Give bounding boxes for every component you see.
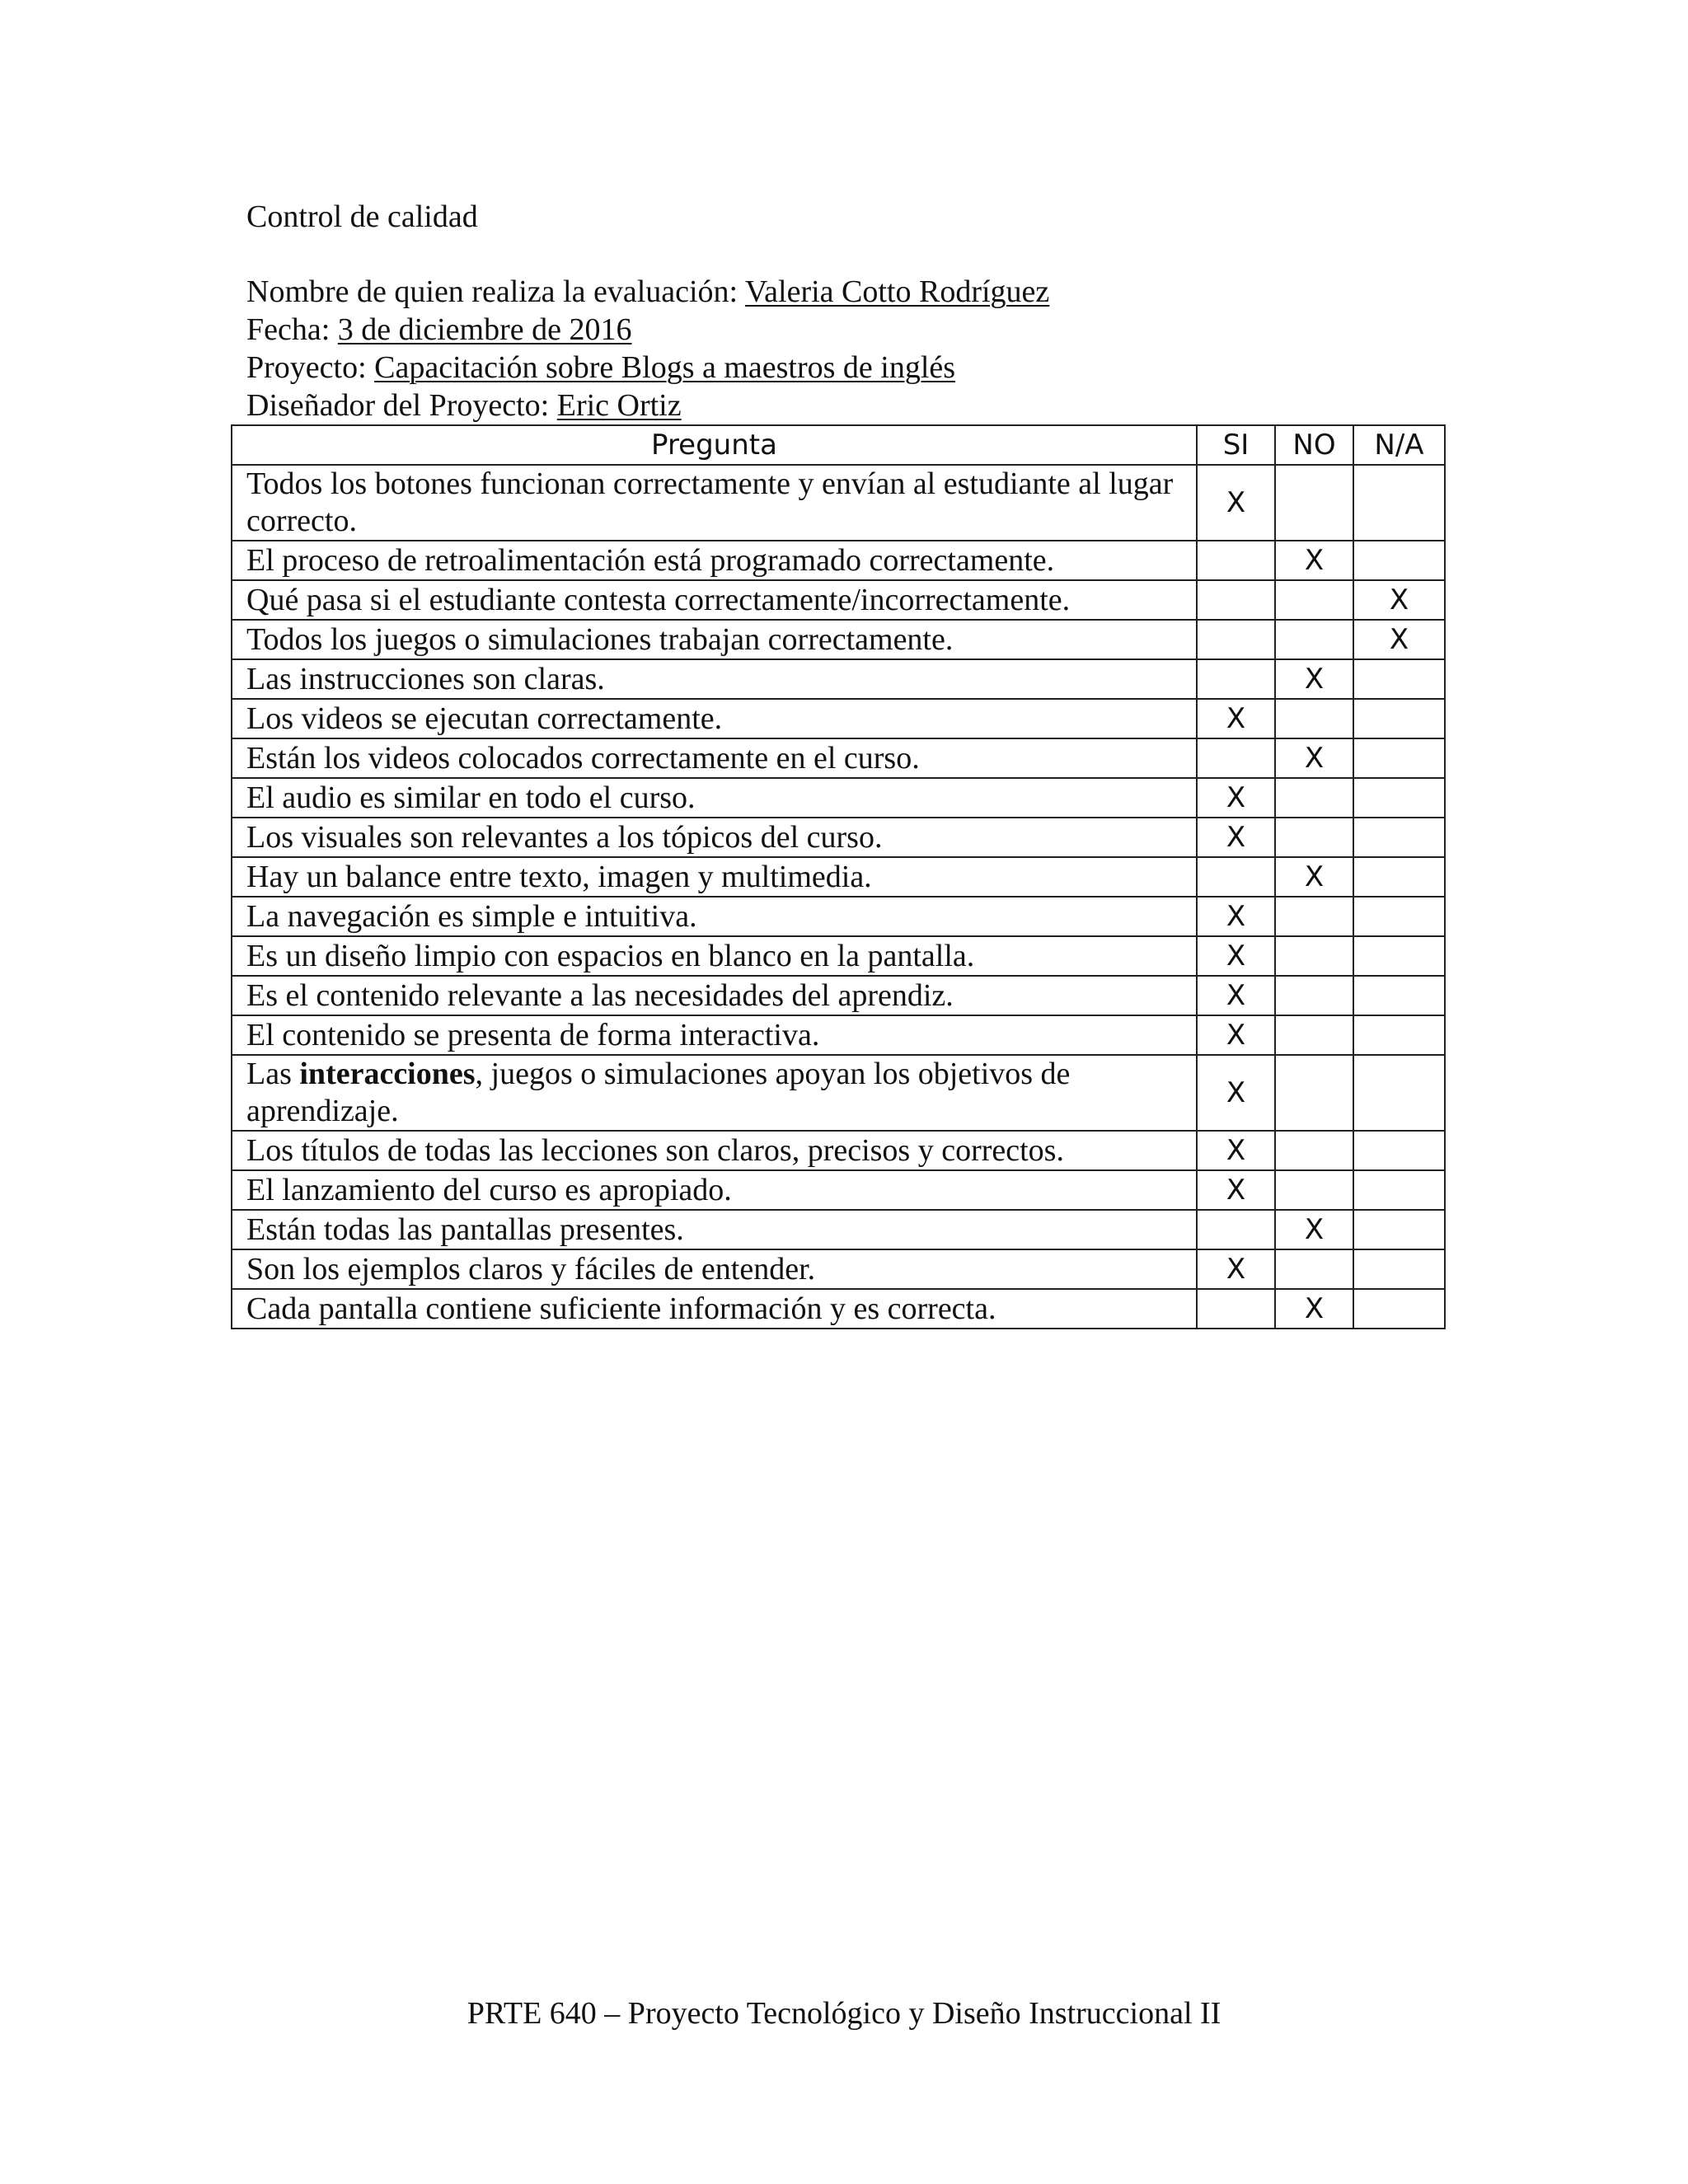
question-cell: Es un diseño limpio con espacios en blanco en la pantalla. [232, 936, 1197, 976]
question-cell [232, 1055, 1197, 1131]
no-cell [1275, 1249, 1353, 1289]
si-cell [1197, 857, 1275, 897]
designer-name: Eric Ortiz [556, 388, 682, 423]
table-row [232, 1015, 1445, 1055]
question-text-end: , juegos o simulaciones apoyan los objetivos de aprendizaje. [246, 1057, 1071, 1128]
question-cell: Los visuales son relevantes a los tópicos del curso. [232, 818, 1197, 857]
table-row [232, 699, 1445, 738]
table-row [232, 659, 1445, 699]
question-text-bold: interacciones [299, 1057, 476, 1091]
header-question: Pregunta [232, 425, 1197, 465]
no-cell [1275, 1015, 1353, 1055]
table-row [232, 738, 1445, 778]
evaluator-name: Valeria Cotto Rodríguez [744, 274, 1050, 309]
header-no: NO [1275, 425, 1353, 465]
no-cell [1275, 1131, 1353, 1170]
si-cell: X [1197, 465, 1275, 541]
no-cell [1275, 897, 1353, 936]
na-cell [1353, 976, 1445, 1015]
na-cell [1353, 541, 1445, 580]
no-cell: X [1275, 1210, 1353, 1249]
table-row [232, 1131, 1445, 1170]
no-cell [1275, 620, 1353, 659]
table-header-row [232, 425, 1445, 465]
na-cell [1353, 465, 1445, 541]
question-cell: Están los videos colocados correctamente en el curso. [232, 738, 1197, 778]
no-cell [1275, 818, 1353, 857]
na-cell [1353, 1249, 1445, 1289]
question-cell: La navegación es simple e intuitiva. [232, 897, 1197, 936]
date-line [246, 311, 1049, 349]
no-cell: X [1275, 1289, 1353, 1329]
si-cell: X [1197, 897, 1275, 936]
question-cell: Las instrucciones son claras. [232, 659, 1197, 699]
project-line [246, 349, 1049, 387]
no-cell [1275, 1055, 1353, 1131]
table-row [232, 541, 1445, 580]
no-cell [1275, 465, 1353, 541]
no-cell: X [1275, 541, 1353, 580]
table-row [232, 465, 1445, 541]
question-cell: El audio es similar en todo el curso. [232, 778, 1197, 818]
table-row [232, 976, 1445, 1015]
no-cell: X [1275, 738, 1353, 778]
si-cell [1197, 659, 1275, 699]
no-cell [1275, 976, 1353, 1015]
table-row [232, 580, 1445, 620]
question-cell: Es el contenido relevante a las necesidades del aprendiz. [232, 976, 1197, 1015]
si-cell: X [1197, 1249, 1275, 1289]
no-cell [1275, 778, 1353, 818]
si-cell [1197, 580, 1275, 620]
si-cell: X [1197, 778, 1275, 818]
page-footer: PRTE 640 – Proyecto Tecnológico y Diseño Instruccional II [467, 1996, 1221, 2031]
no-cell [1275, 699, 1353, 738]
table-row [232, 1055, 1445, 1131]
na-cell [1353, 1055, 1445, 1131]
header-si: SI [1197, 425, 1275, 465]
na-cell [1353, 936, 1445, 976]
na-cell [1353, 778, 1445, 818]
question-cell: Son los ejemplos claros y fáciles de entender. [232, 1249, 1197, 1289]
table-row [232, 778, 1445, 818]
na-cell [1353, 1210, 1445, 1249]
header-na: N/A [1353, 425, 1445, 465]
question-text-start: Las [246, 1057, 300, 1091]
table-row [232, 897, 1445, 936]
no-cell [1275, 936, 1353, 976]
question-cell: Qué pasa si el estudiante contesta correctamente/incorrectamente. [232, 580, 1197, 620]
si-cell [1197, 1210, 1275, 1249]
quality-checklist-table [231, 424, 1446, 1329]
na-cell [1353, 818, 1445, 857]
table-row [232, 936, 1445, 976]
si-cell: X [1197, 818, 1275, 857]
si-cell: X [1197, 1015, 1275, 1055]
question-cell: Todos los juegos o simulaciones trabajan correctamente. [232, 620, 1197, 659]
table-row [232, 857, 1445, 897]
no-cell [1275, 1170, 1353, 1210]
question-cell: Todos los botones funcionan correctamente y envían al estudiante al lugar correcto. [232, 465, 1197, 541]
designer-label: Diseñador del Proyecto: [246, 388, 557, 423]
page-title: Control de calidad [246, 199, 478, 234]
si-cell [1197, 620, 1275, 659]
na-cell: X [1353, 580, 1445, 620]
table-row [232, 620, 1445, 659]
na-cell [1353, 699, 1445, 738]
na-cell [1353, 897, 1445, 936]
no-cell: X [1275, 659, 1353, 699]
si-cell [1197, 1289, 1275, 1329]
project-label: Proyecto: [246, 350, 375, 385]
question-cell: El proceso de retroalimentación está programado correctamente. [232, 541, 1197, 580]
si-cell: X [1197, 1055, 1275, 1131]
date-value: 3 de diciembre de 2016 [337, 312, 632, 347]
designer-line [246, 387, 1049, 424]
question-cell: Los títulos de todas las lecciones son claros, precisos y correctos. [232, 1131, 1197, 1170]
na-cell [1353, 1289, 1445, 1329]
na-cell [1353, 1170, 1445, 1210]
question-cell: Los videos se ejecutan correctamente. [232, 699, 1197, 738]
evaluator-label: Nombre de quien realiza la evaluación: [246, 274, 745, 309]
na-cell: X [1353, 620, 1445, 659]
si-cell [1197, 738, 1275, 778]
no-cell [1275, 580, 1353, 620]
question-cell: Hay un balance entre texto, imagen y multimedia. [232, 857, 1197, 897]
project-value: Capacitación sobre Blogs a maestros de inglés [374, 350, 956, 385]
si-cell: X [1197, 1131, 1275, 1170]
na-cell [1353, 659, 1445, 699]
date-label: Fecha: [246, 312, 338, 347]
question-cell: Cada pantalla contiene suficiente información y es correcta. [232, 1289, 1197, 1329]
si-cell: X [1197, 976, 1275, 1015]
table-row [232, 818, 1445, 857]
table-row [232, 1170, 1445, 1210]
no-cell: X [1275, 857, 1353, 897]
evaluation-info [246, 273, 1049, 424]
question-cell: El contenido se presenta de forma interactiva. [232, 1015, 1197, 1055]
na-cell [1353, 857, 1445, 897]
evaluator-line [246, 273, 1049, 311]
na-cell [1353, 1131, 1445, 1170]
si-cell [1197, 541, 1275, 580]
table-row [232, 1249, 1445, 1289]
si-cell: X [1197, 1170, 1275, 1210]
table-row [232, 1289, 1445, 1329]
na-cell [1353, 738, 1445, 778]
na-cell [1353, 1015, 1445, 1055]
si-cell: X [1197, 699, 1275, 738]
table-row [232, 1210, 1445, 1249]
question-cell: Están todas las pantallas presentes. [232, 1210, 1197, 1249]
question-cell: El lanzamiento del curso es apropiado. [232, 1170, 1197, 1210]
si-cell: X [1197, 936, 1275, 976]
